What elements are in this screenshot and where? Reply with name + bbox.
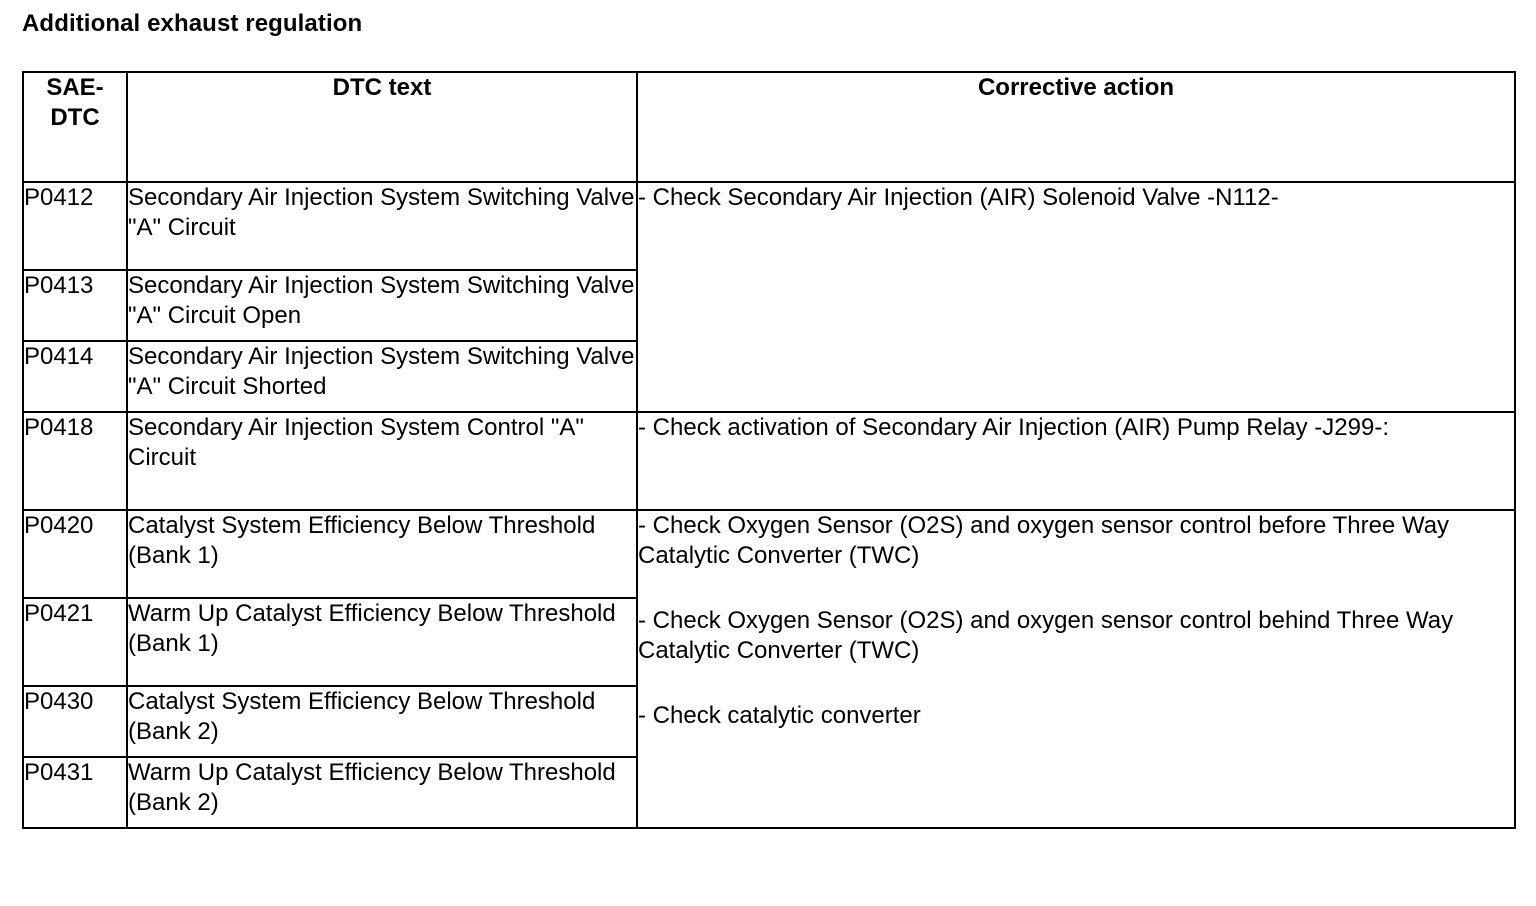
dtc-code-cell: P0418 bbox=[23, 412, 127, 510]
corrective-action-text: - Check activation of Secondary Air Injection (AIR) Pump Relay -J299-: bbox=[638, 414, 1389, 441]
dtc-text-cell: Secondary Air Injection System Switching Valve "A" Circuit Open bbox=[127, 270, 637, 341]
header-sae-dtc-line1: SAE- bbox=[46, 74, 104, 101]
table-header-row bbox=[23, 72, 1515, 182]
dtc-code-cell: P0430 bbox=[23, 686, 127, 757]
header-sae-dtc-line2: DTC bbox=[50, 104, 100, 131]
dtc-code-cell: P0414 bbox=[23, 341, 127, 412]
corrective-action-cell bbox=[637, 510, 1515, 828]
dtc-code-cell: P0412 bbox=[23, 182, 127, 270]
dtc-table bbox=[22, 71, 1516, 829]
page-title: Additional exhaust regulation bbox=[22, 10, 363, 37]
corrective-action-cell bbox=[637, 412, 1515, 510]
dtc-text-cell: Catalyst System Efficiency Below Threshold (Bank 1) bbox=[127, 510, 637, 598]
table-row bbox=[23, 412, 1515, 510]
corrective-action-text: - Check Oxygen Sensor (O2S) and oxygen sensor control behind Three Way Catalytic Converter (TWC) bbox=[638, 607, 1454, 664]
table-row bbox=[23, 510, 1515, 598]
dtc-text-cell: Warm Up Catalyst Efficiency Below Threshold (Bank 2) bbox=[127, 757, 637, 828]
corrective-action-text: - Check catalytic converter bbox=[638, 702, 921, 729]
corrective-action-text: - Check Oxygen Sensor (O2S) and oxygen sensor control before Three Way Catalytic Converter (TWC) bbox=[638, 512, 1450, 569]
corrective-action-cell bbox=[637, 182, 1515, 412]
dtc-text-cell: Catalyst System Efficiency Below Threshold (Bank 2) bbox=[127, 686, 637, 757]
dtc-text-cell: Secondary Air Injection System Control "A" Circuit bbox=[127, 412, 637, 510]
header-sae-dtc bbox=[23, 72, 127, 182]
dtc-text-cell: Warm Up Catalyst Efficiency Below Threshold (Bank 1) bbox=[127, 598, 637, 686]
dtc-code-cell: P0421 bbox=[23, 598, 127, 686]
dtc-code-cell: P0413 bbox=[23, 270, 127, 341]
header-dtc-text: DTC text bbox=[127, 72, 637, 182]
dtc-code-cell: P0431 bbox=[23, 757, 127, 828]
dtc-code-cell: P0420 bbox=[23, 510, 127, 598]
corrective-action-text: - Check Secondary Air Injection (AIR) Solenoid Valve -N112- bbox=[638, 184, 1279, 211]
table-row bbox=[23, 182, 1515, 270]
dtc-text-cell: Secondary Air Injection System Switching Valve "A" Circuit Shorted bbox=[127, 341, 637, 412]
dtc-text-cell: Secondary Air Injection System Switching Valve "A" Circuit bbox=[127, 182, 637, 270]
header-corrective-action: Corrective action bbox=[637, 72, 1515, 182]
